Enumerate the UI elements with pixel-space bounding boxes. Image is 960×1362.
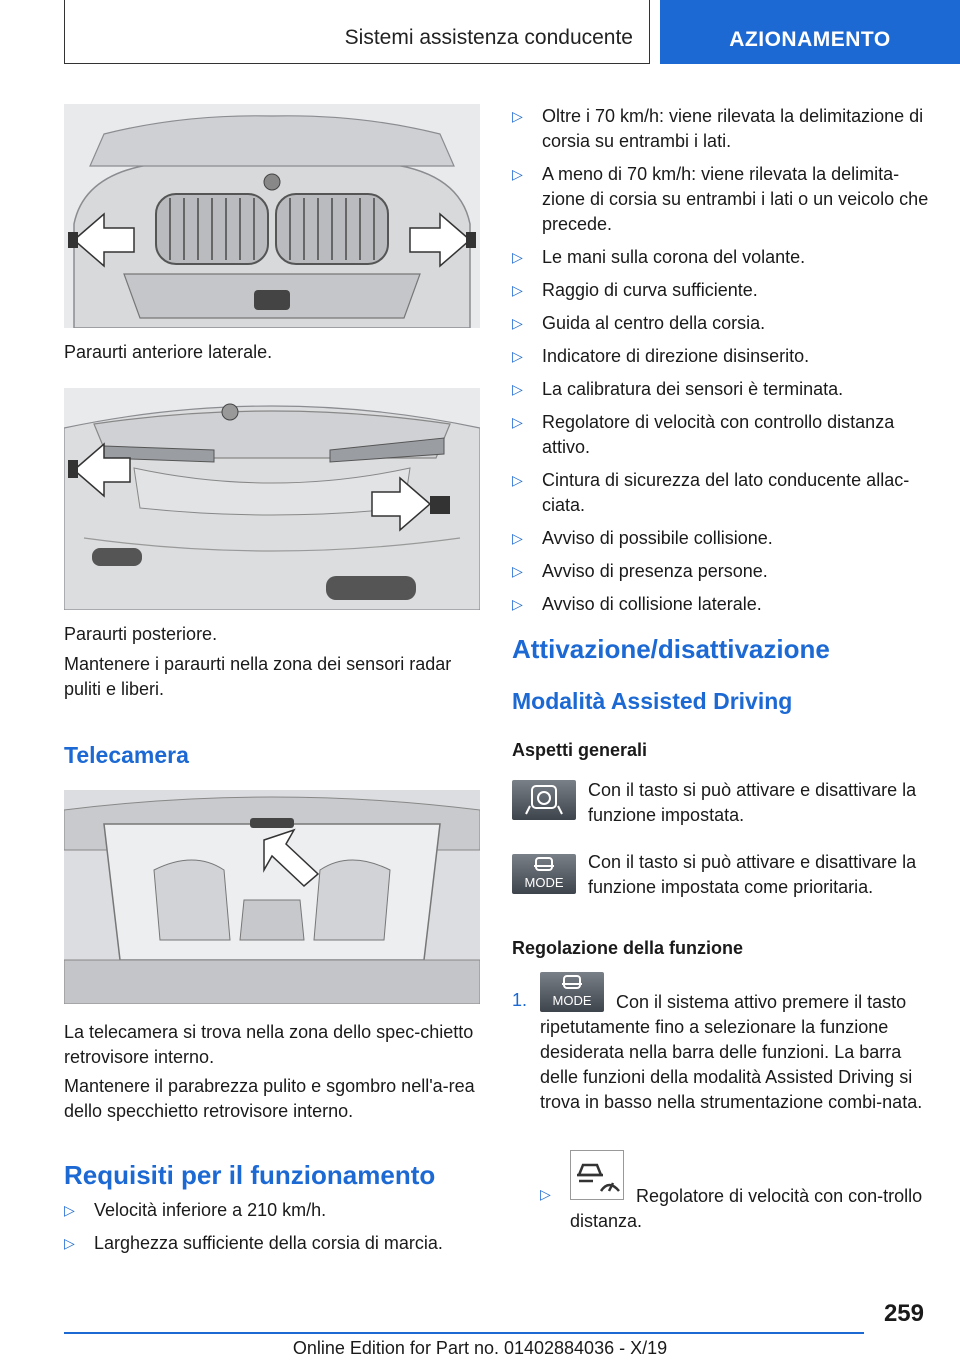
list-item: ▷ Velocità inferiore a 210 km/h.: [64, 1198, 484, 1223]
triangle-bullet-icon: ▷: [512, 472, 523, 488]
camera-image: [64, 790, 480, 1004]
general-paragraph-1: Con il tasto si può attivare e disattivare la funzione impostata.: [588, 780, 917, 825]
camera-paragraph-1: La telecamera si trova nella zona dello spec-chietto retrovisore interno.: [64, 1022, 474, 1067]
list-item: ▷ Guida al centro della corsia.: [512, 311, 932, 336]
list-item: ▷ Indicatore di direzione disinserito.: [512, 344, 932, 369]
list-item: ▷ Avviso di possibile collisione.: [512, 526, 932, 551]
triangle-bullet-icon: ▷: [512, 108, 523, 124]
triangle-bullet-icon: ▷: [512, 166, 523, 182]
rear-bumper-note: Mantenere i paraurti nella zona dei sensori radar puliti e liberi.: [64, 654, 452, 699]
triangle-bullet-icon: ▷: [64, 1202, 75, 1218]
header-chapter-title: AZIONAMENTO: [729, 28, 891, 51]
list-item: ▷ Cintura di sicurezza del lato conducente allac-ciata.: [512, 470, 910, 515]
front-bumper-drawing: [64, 104, 480, 328]
triangle-bullet-icon: ▷: [512, 414, 523, 430]
rear-bumper-drawing: [64, 388, 480, 610]
mode-button-label: MODE: [524, 875, 564, 890]
triangle-bullet-icon: ▷: [512, 530, 523, 546]
triangle-bullet-icon: ▷: [512, 348, 523, 364]
list-item: ▷ Raggio di curva sufficiente.: [512, 278, 932, 303]
triangle-bullet-icon: ▷: [512, 596, 523, 612]
triangle-bullet-icon: ▷: [540, 1186, 551, 1202]
assist-button-icon: [512, 780, 576, 820]
requirements-list-left: [64, 1198, 484, 1264]
rear-bumper-caption: Paraurti posteriore.: [64, 624, 218, 644]
list-item: ▷ La calibratura dei sensori è terminata.: [512, 377, 932, 402]
list-item: ▷ Avviso di collisione laterale.: [512, 592, 932, 617]
front-bumper-caption: Paraurti anteriore laterale.: [64, 342, 273, 362]
list-item: ▷ Avviso di presenza persone.: [512, 559, 932, 584]
triangle-bullet-icon: ▷: [512, 282, 523, 298]
camera-heading: Telecamera: [64, 742, 189, 768]
triangle-bullet-icon: ▷: [512, 249, 523, 265]
general-heading: Aspetti generali: [512, 740, 648, 760]
activation-heading: Attivazione/disattivazione: [512, 634, 830, 664]
mode-button-label: MODE: [552, 993, 592, 1008]
front-bumper-image: [64, 104, 480, 328]
triangle-bullet-icon: ▷: [64, 1235, 75, 1251]
triangle-bullet-icon: ▷: [512, 381, 523, 397]
requirements-heading: Requisiti per il funzionamento: [64, 1160, 436, 1190]
header-section-title: Sistemi assistenza conducente: [344, 26, 633, 49]
setting-heading: Regolazione della funzione: [512, 938, 744, 958]
step-1-text: Con il sistema attivo premere il tasto ripetutamente fino a selezionare la funzione desiderata nella barra delle funzioni. La barra delle funzioni della modalità Assisted Driving si trova in basso nella strumentazione combi-nata.: [540, 992, 923, 1112]
list-item: ▷ Le mani sulla corona del volante.: [512, 245, 932, 270]
mode-button-icon: [512, 854, 576, 894]
list-item: ▷ Oltre i 70 km/h: viene rilevata la delimitazione di corsia su entrambi i lati.: [512, 106, 924, 151]
page-number: 259: [883, 1300, 924, 1327]
header-section: [64, 0, 650, 64]
assisted-driving-heading: Modalità Assisted Driving: [512, 688, 793, 714]
triangle-bullet-icon: ▷: [512, 563, 523, 579]
list-item: ▷ Larghezza sufficiente della corsia di marcia.: [64, 1231, 484, 1256]
general-paragraph-2: Con il tasto si può attivare e disattivare la funzione impostata come prioritaria.: [588, 852, 917, 897]
rear-bumper-image: [64, 388, 480, 610]
header-chapter: [660, 0, 960, 64]
triangle-bullet-icon: ▷: [512, 315, 523, 331]
camera-drawing: [64, 790, 480, 1004]
footer-edition: Online Edition for Part no. 01402884036 - X/19: [292, 1338, 668, 1358]
camera-paragraph-2: Mantenere il parabrezza pulito e sgombro nell'a-rea dello specchietto retrovisore interno.: [64, 1076, 475, 1121]
requirements-list-right: [512, 104, 932, 625]
list-item: ▷ Regolatore di velocità con controllo distanza attivo.: [512, 412, 895, 457]
footer-divider: [64, 1332, 864, 1334]
step-number: 1.: [512, 990, 528, 1010]
sub-item-text: Regolatore di velocità con con-trollo distanza.: [570, 1186, 923, 1231]
list-item: ▷ A meno di 70 km/h: viene rilevata la delimita-zione di corsia su entrambi i lati o un veicolo che precede.: [512, 164, 929, 234]
